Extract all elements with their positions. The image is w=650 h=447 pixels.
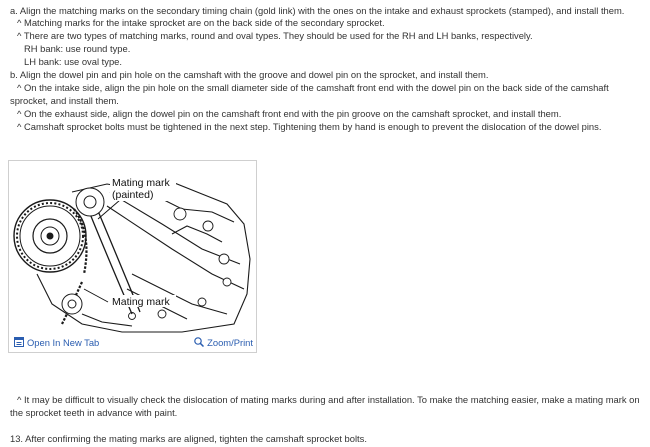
note-intake-side: ^ On the intake side, align the pin hole on the small diameter side of the camshaft front end with the dowel pin on the back side of the camshaft [17, 82, 609, 93]
figure-toolbar [9, 334, 256, 352]
note-bolts: ^ Camshaft sprocket bolts must be tightened in the next step. Tightening them by hand is enough to prevent the dislocation of the dowel pins. [17, 121, 602, 132]
note-intake-side-cont: sprocket, and install them. [10, 95, 119, 106]
zoom-print-link[interactable] [194, 337, 253, 348]
note-mark-types: ^ There are two types of matching marks, round and oval types. They should be used for the RH and LH banks, respectively. [17, 30, 533, 41]
rh-bank-text: RH bank: use round type. [24, 43, 131, 54]
note-paint-mark: ^ It may be difficult to visually check the dislocation of mating marks during and after installation. To make the matching easier, make a mating mark on [17, 394, 640, 405]
note-exhaust-side: ^ On the exhaust side, align the dowel pin on the camshaft front end with the pin groove on the camshaft sprocket, and install them. [17, 108, 562, 119]
step-a-text: a. Align the matching marks on the secondary timing chain (gold link) with the ones on the intake and exhaust sprockets (stamped), and install them. [10, 5, 625, 16]
note-paint-mark-cont: the sprocket teeth in advance with paint. [10, 407, 178, 418]
zoom-icon [194, 337, 204, 347]
camshaft-sprocket-diagram [12, 164, 253, 334]
lh-bank-text: LH bank: use oval type. [24, 56, 122, 67]
step-b-text: b. Align the dowel pin and pin hole on the camshaft with the groove and dowel pin on the sprocket, and install them. [10, 69, 489, 80]
figure-panel [8, 160, 257, 353]
note-intake-marks: ^ Matching marks for the intake sprocket are on the back side of the secondary sprocket. [17, 17, 385, 28]
open-in-new-tab-link[interactable] [14, 337, 99, 348]
mating-mark-label: Mating mark [112, 296, 170, 308]
open-in-new-tab-label: Open In New Tab [27, 337, 100, 348]
painted-label: (painted) [112, 189, 154, 201]
step-13-text: 13. After confirming the mating marks are aligned, tighten the camshaft sprocket bolts. [10, 433, 367, 444]
mating-mark-painted-label: Mating mark [112, 177, 170, 189]
open-in-new-tab-icon [14, 337, 24, 347]
zoom-print-label: Zoom/Print [207, 337, 253, 348]
